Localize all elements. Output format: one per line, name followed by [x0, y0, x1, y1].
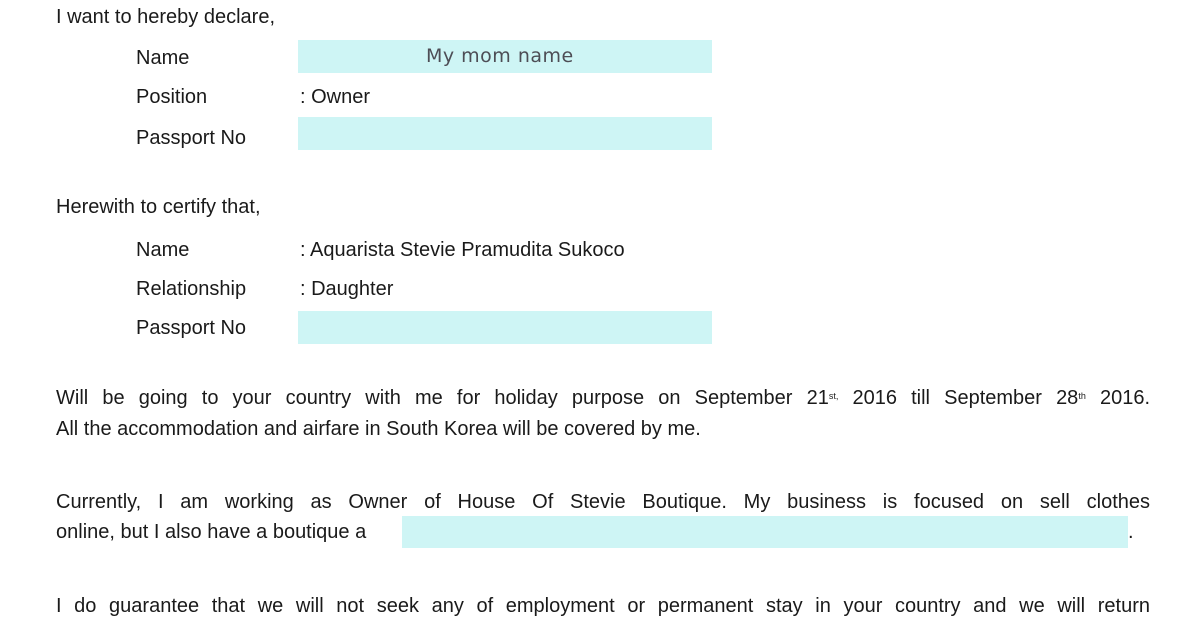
work-paragraph-line-2-start: online, but I also have a boutique a	[56, 521, 367, 543]
work-paragraph-line-1: Currently, I am working as Owner of House Of Stevie Boutique. My business is focused on sell clothes	[56, 491, 1150, 513]
redaction-box-boutique-address	[402, 516, 1128, 548]
declarant-passport-label: Passport No	[136, 127, 247, 149]
travel-text-a: Will be going to your country with me for holiday purpose on September 21	[56, 387, 829, 409]
travel-text-c: 2016.	[1085, 387, 1151, 409]
subject-relationship-label: Relationship	[136, 278, 247, 300]
subject-relationship-value: : Daughter	[300, 278, 394, 300]
guarantee-paragraph-line-1: I do guarantee that we will not seek any of employment or permanent stay in your country and we will return	[56, 595, 1150, 617]
handwritten-name: My mom name	[426, 45, 574, 67]
travel-paragraph-line-1	[56, 386, 1150, 410]
subject-name-value: : Aquarista Stevie Pramudita Sukoco	[300, 239, 625, 261]
certify-intro: Herewith to certify that,	[56, 196, 261, 218]
declare-intro: I want to hereby declare,	[56, 6, 276, 28]
declarant-position-label: Position	[136, 86, 208, 108]
declarant-position-value: : Owner	[300, 86, 371, 108]
redaction-box-subject-passport	[298, 311, 712, 344]
subject-passport-label: Passport No	[136, 317, 247, 339]
redaction-box-declarant-passport	[298, 117, 712, 150]
work-paragraph-line-2-end: .	[1128, 521, 1134, 543]
travel-sup-2: th	[1078, 391, 1086, 401]
travel-sup-1: st,	[828, 391, 839, 401]
travel-paragraph-line-2: All the accommodation and airfare in South Korea will be covered by me.	[56, 418, 701, 440]
declarant-name-label: Name	[136, 47, 190, 69]
subject-name-label: Name	[136, 239, 190, 261]
travel-text-b: 2016 till September 28	[838, 387, 1079, 409]
